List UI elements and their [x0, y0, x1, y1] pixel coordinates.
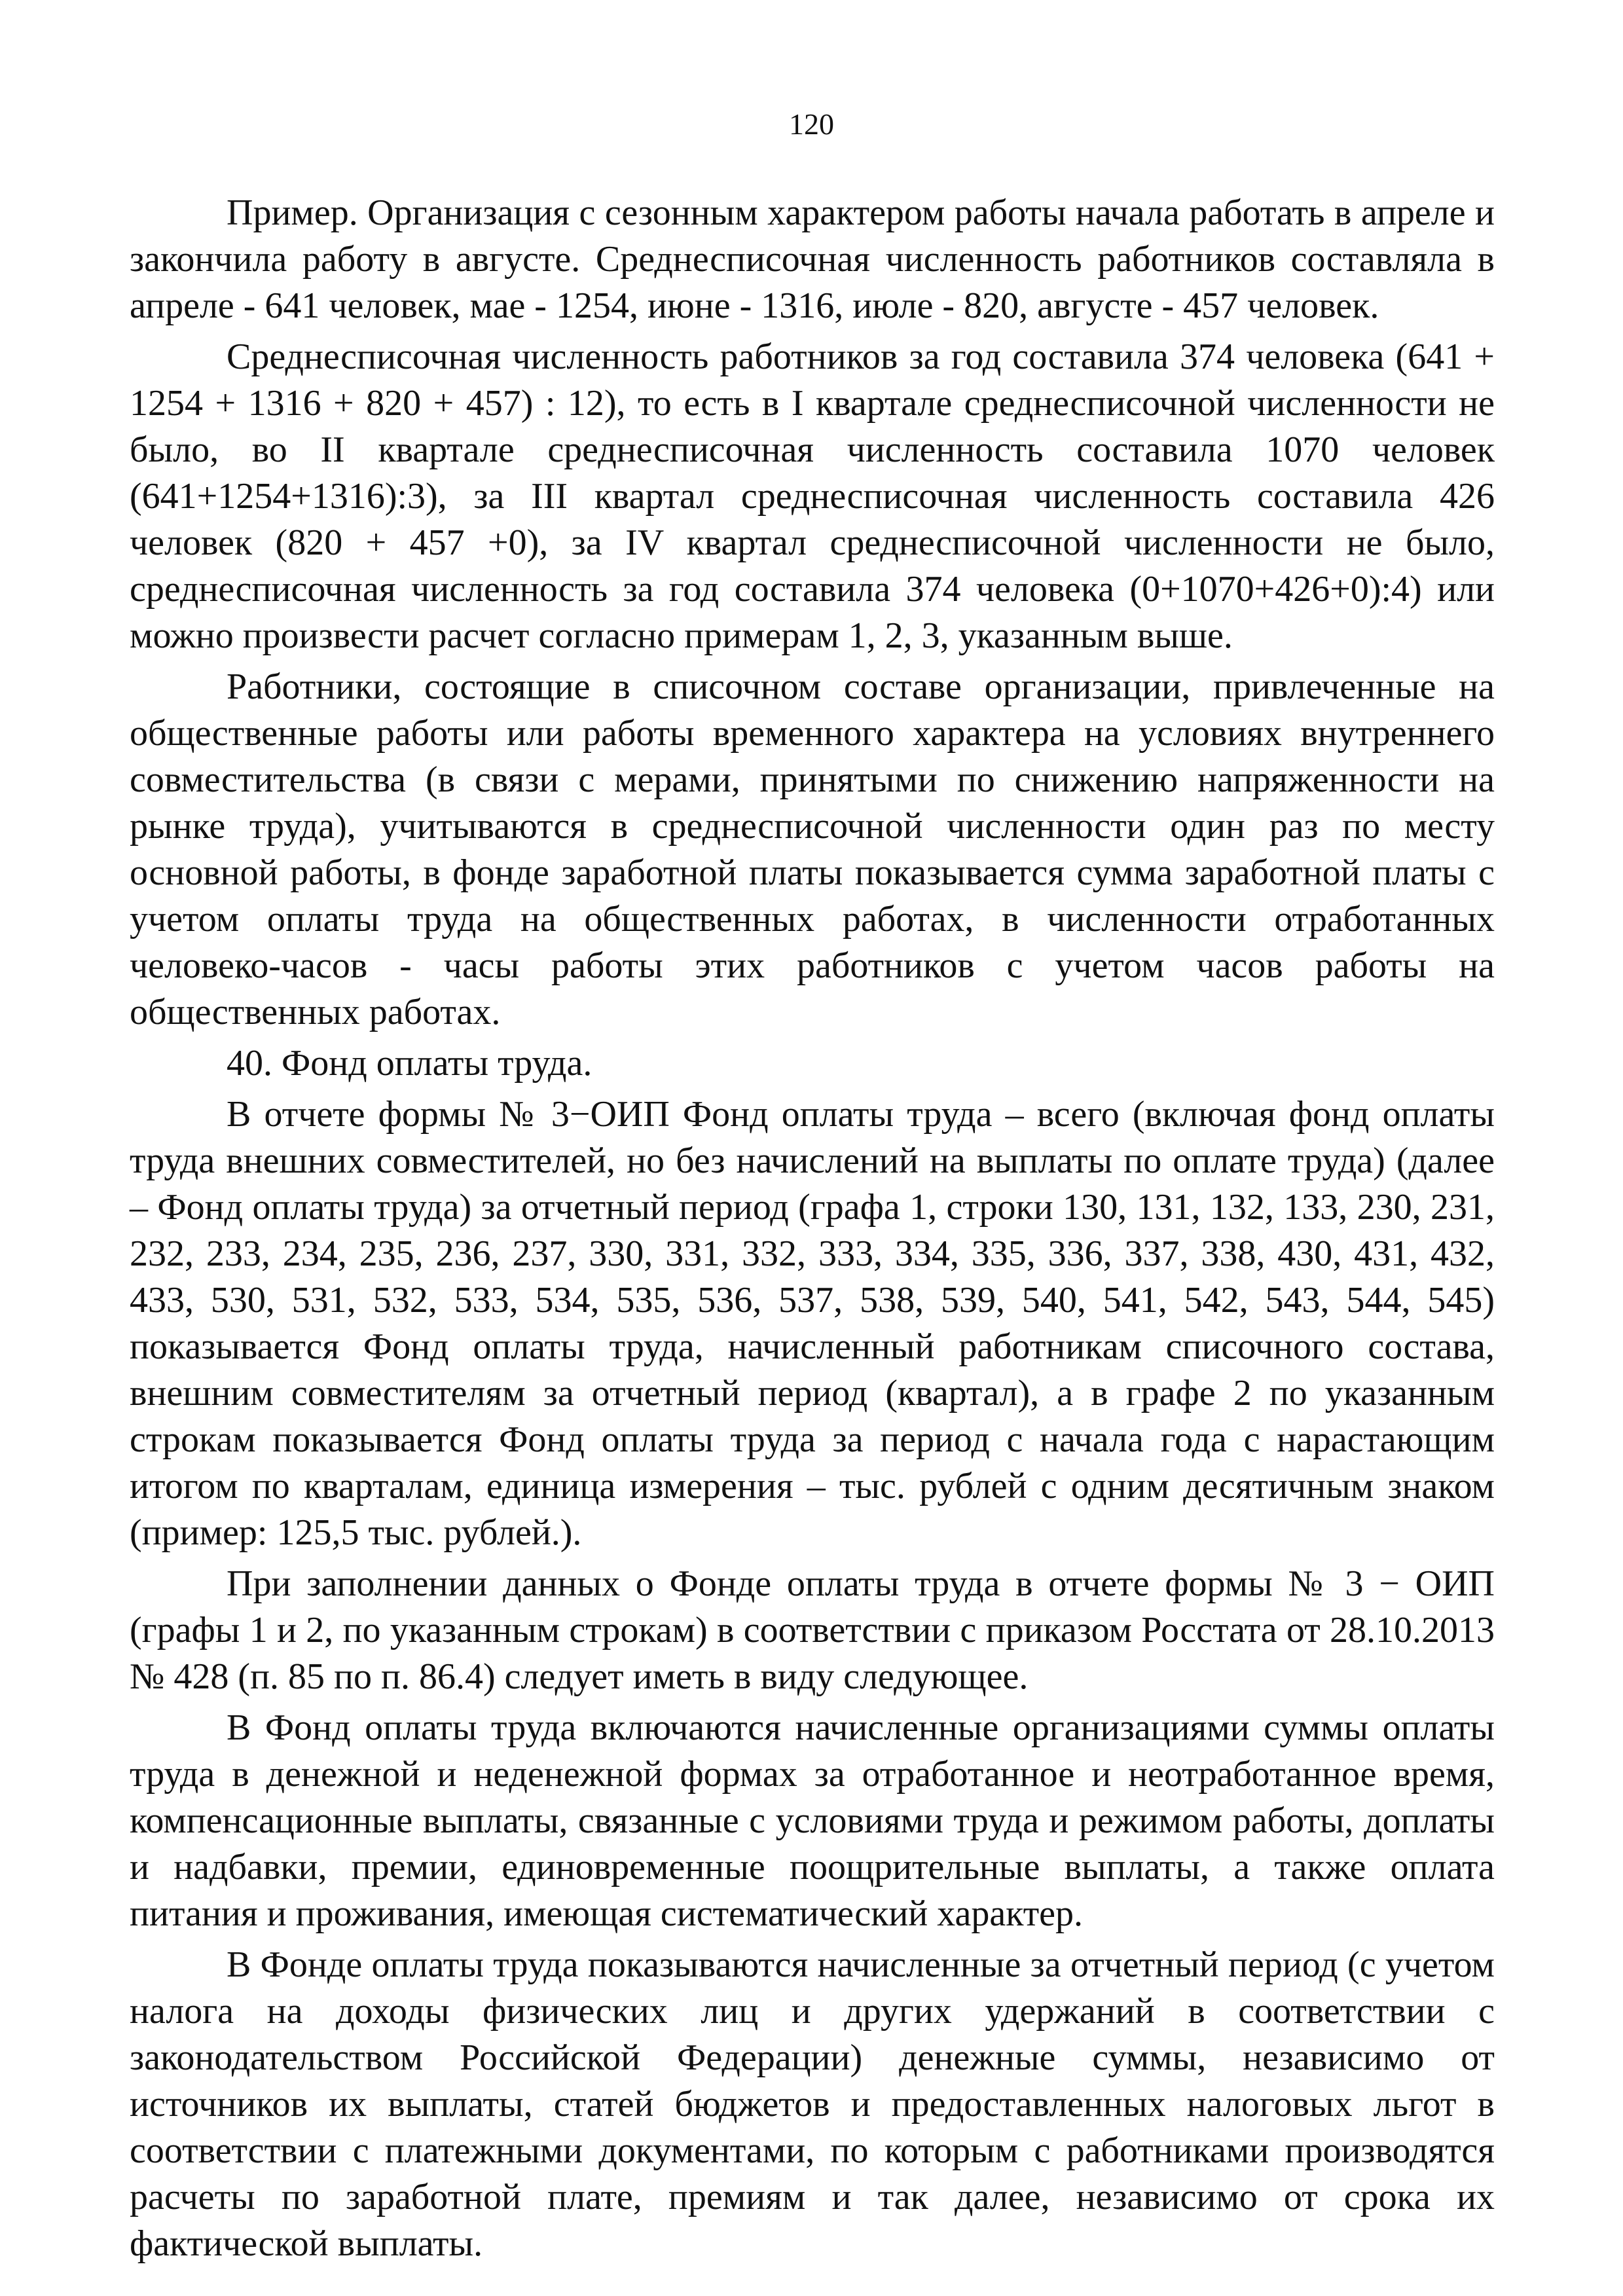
document-body — [130, 190, 1495, 2272]
paragraph-report-form: В отчете формы № 3−ОИП Фонд оплаты труда – всего (включая фонд оплаты труда внешних совместителей, но без начислений на выплаты по оплате труда) (далее – Фонд оплаты труда) за отчетный период (графа 1, строки 130, 131, 132, 133, 230, 231, 232, 233, 234, 235, 236, 237, 330, 331, 332, 333, 334, 335, 336, 337, 338, 430, 431, 432, 433, 530, 531, 532, 533, 534, 535, 536, 537, 538, 539, 540, 541, 542, 543, 544, 545) показывается Фонд оплаты труда, начисленный работникам списочного состава, внешним совместителям за отчетный период (квартал), а в графе 2 по указанным строкам показывается Фонд оплаты труда за период с начала года с нарастающим итогом по кварталам, единица измерения – тыс. рублей с одним десятичным знаком (пример: 125,5 тыс. рублей.). — [130, 1094, 1495, 1553]
section-heading-wage-fund: 40. Фонд оплаты труда. — [227, 1043, 593, 1084]
paragraph-example: Пример. Организация с сезонным характером работы начала работать в апреле и закончила работу в августе. Среднесписочная численность работников составляла в апреле - 641 человек, мае - 1254, июне - 1316, июле - 820, августе - 457 человек. — [130, 192, 1495, 326]
paragraph-filling-rules: При заполнении данных о Фонде оплаты труда в отчете формы № 3 − ОИП (графы 1 и 2, по указанным строкам) в соответствии с приказом Росстата от 28.10.2013 № 428 (п. 85 по п. 86.4) следует иметь в виду следующее. — [130, 1563, 1495, 1697]
paragraph-public-works: Работники, состоящие в списочном составе организации, привлеченные на общественные работы или работы временного характера на условиях внутреннего совместительства (в связи с мерами, принятыми по снижению напряженности на рынке труда), учитываются в среднесписочной численности один раз по месту основной работы, в фонде заработной платы показывается сумма заработной платы с учетом оплаты труда на общественных работах, в численности отработанных человеко-часов - часы работы этих работников с учетом часов работы на общественных работах. — [130, 666, 1495, 1032]
paragraph-accrued-amounts: В Фонде оплаты труда показываются начисленные за отчетный период (с учетом налога на доходы физических лиц и других удержаний в соответствии с законодательством Российской Федерации) денежные суммы, независимо от источников их выплаты, статей бюджетов и предоставленных налоговых льгот в соответствии с платежными документами, по которым с работниками производятся расчеты по заработной плате, премиям и так далее, независимо от срока их фактической выплаты. — [130, 1944, 1495, 2264]
paragraph-average-headcount: Среднесписочная численность работников за год составила 374 человека (641 + 1254 + 1316 + 820 + 457) : 12), то есть в I квартале среднесписочной численности не было, во II квартале среднесписочная численность составила 1070 человек (641+1254+1316):3), за III квартал среднесписочная численность составила 426 человек (820 + 457 +0), за IV квартал среднесписочной численности не было, среднесписочная численность за год составила 374 человека (0+1070+426+0):4) или можно произвести расчет согласно примерам 1, 2, 3, указанным выше. — [130, 337, 1495, 656]
paragraph-included-payments: В Фонд оплаты труда включаются начисленные организациями суммы оплаты труда в денежной и неденежной формах за отработанное и неотработанное время, компенсационные выплаты, связанные с условиями труда и режимом работы, доплаты и надбавки, премии, единовременные поощрительные выплаты, а также оплата питания и проживания, имеющая систематический характер. — [130, 1707, 1495, 1934]
page-number: 120 — [789, 107, 834, 141]
